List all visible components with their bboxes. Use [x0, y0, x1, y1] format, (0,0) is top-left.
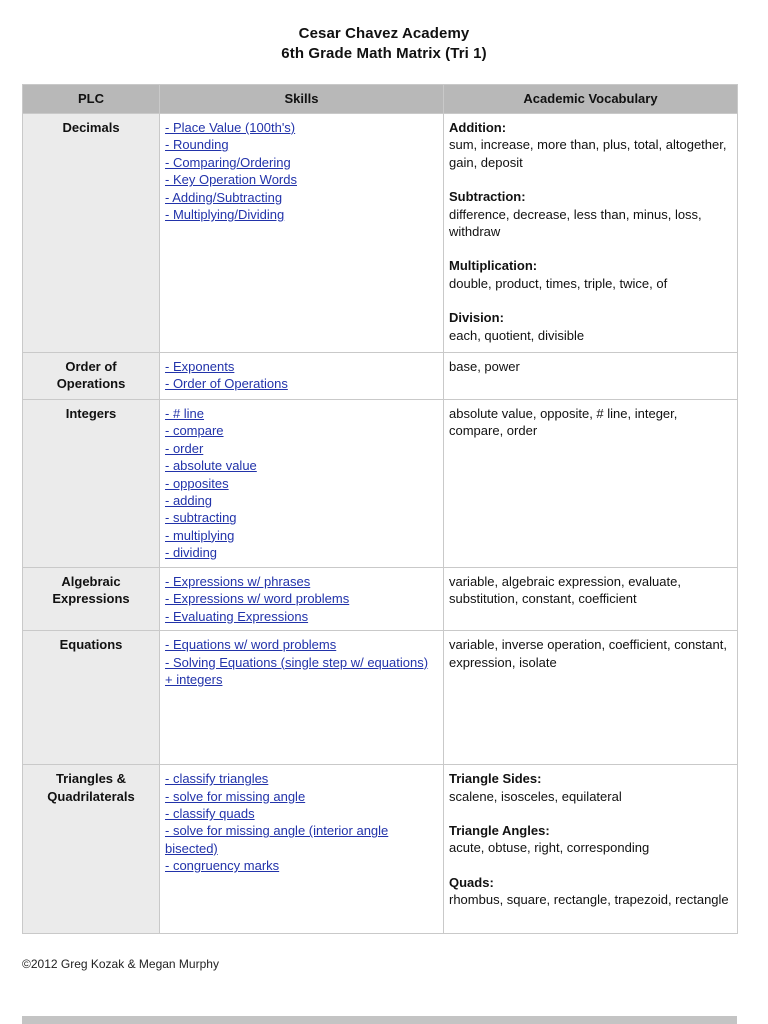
plc-label: Quadrilaterals [47, 788, 135, 804]
skill-link[interactable]: - opposites [165, 475, 229, 491]
vocab-heading: Addition: [449, 120, 507, 135]
vocab-cell [444, 400, 738, 568]
skill-link[interactable]: - subtracting [165, 510, 237, 526]
skills-cell [160, 114, 444, 353]
vocab-terms: rhombus, square, rectangle, trapezoid, rectangle [449, 892, 729, 908]
plc-cell [23, 353, 160, 400]
plc-cell [23, 568, 160, 631]
vocab-group [449, 358, 732, 375]
vocab-column-header: Academic Vocabulary [444, 85, 738, 114]
skill-link[interactable]: - Rounding [165, 137, 229, 153]
skill-link[interactable]: - # line [165, 406, 205, 421]
skills-cell [160, 765, 444, 934]
skill-link[interactable]: - Equations w/ word problems [165, 637, 337, 653]
vocab-terms: base, power [449, 359, 520, 374]
vocab-terms: double, product, times, triple, twice, of [449, 275, 668, 291]
plc-label: Order of [65, 359, 117, 374]
vocab-group [449, 874, 732, 909]
skill-link[interactable]: - absolute value [165, 458, 257, 474]
vocab-cell [444, 114, 738, 353]
vocab-cell [444, 631, 738, 765]
skill-link[interactable]: - Place Value (100th's) [165, 120, 296, 135]
skill-link[interactable]: - solve for missing angle (interior angle bisected) [165, 823, 389, 856]
skill-link[interactable]: - Expressions w/ word problems [165, 591, 350, 607]
table-row-equations [23, 631, 738, 765]
copyright-notice: ©2012 Greg Kozak & Megan Murphy [22, 957, 219, 971]
plc-cell [23, 114, 160, 353]
vocab-terms: acute, obtuse, right, corresponding [449, 840, 650, 856]
vocab-group [449, 309, 732, 344]
table-row-integers [23, 400, 738, 568]
skill-link[interactable]: - classify triangles [165, 771, 269, 787]
vocab-group [449, 636, 732, 671]
vocab-group [449, 188, 732, 240]
skill-link[interactable]: - congruency marks [165, 858, 280, 874]
skill-link[interactable]: - Expressions w/ phrases [165, 574, 311, 589]
table-row-order-of-operations [23, 353, 738, 400]
skill-link[interactable]: - solve for missing angle [165, 788, 306, 804]
table-row-algebraic-expressions [23, 568, 738, 631]
vocab-terms: variable, inverse operation, coefficient, constant, expression, isolate [449, 637, 727, 670]
vocab-group [449, 119, 732, 171]
vocab-group [449, 770, 732, 805]
vocab-cell [444, 765, 738, 934]
document-title [0, 24, 768, 64]
plc-cell [23, 400, 160, 568]
plc-label: Expressions [52, 591, 130, 607]
vocab-terms: scalene, isosceles, equilateral [449, 788, 622, 804]
skills-cell [160, 631, 444, 765]
vocab-heading: Triangle Angles: [449, 823, 550, 839]
skill-link[interactable]: - adding [165, 493, 212, 509]
vocab-group [449, 573, 732, 608]
vocab-terms: variable, algebraic expression, evaluate, substitution, constant, coefficient [449, 574, 681, 607]
vocab-terms: difference, decrease, less than, minus, loss, withdraw [449, 206, 702, 240]
vocab-cell [444, 568, 738, 631]
skill-link[interactable]: - Multiplying/Dividing [165, 207, 285, 223]
vocab-terms: each, quotient, divisible [449, 327, 585, 343]
skills-column-header: Skills [160, 85, 444, 114]
table-header-row [23, 85, 738, 114]
table-body [23, 114, 738, 934]
skill-link[interactable]: - dividing [165, 545, 218, 561]
vocab-cell [444, 353, 738, 400]
plc-label: Integers [65, 406, 117, 421]
plc-column-header: PLC [23, 85, 160, 114]
vocab-heading: Multiplication: [449, 258, 538, 274]
matrix-title: 6th Grade Math Matrix (Tri 1) [281, 45, 487, 62]
plc-label: Triangles & [55, 771, 127, 787]
vocab-terms: sum, increase, more than, plus, total, altogether, gain, deposit [449, 137, 727, 170]
plc-label: Equations [59, 637, 123, 653]
plc-label: Decimals [62, 120, 120, 135]
vocab-group [449, 405, 732, 440]
school-name: Cesar Chavez Academy [298, 25, 470, 42]
skills-cell [160, 568, 444, 631]
plc-label: Operations [56, 376, 126, 392]
skills-cell [160, 353, 444, 400]
vocab-group [449, 257, 732, 292]
vocab-heading: Subtraction: [449, 189, 526, 205]
skill-link[interactable]: - multiplying [165, 527, 235, 543]
vocab-heading: Triangle Sides: [449, 771, 542, 787]
plc-label: Algebraic [61, 574, 121, 589]
table-row-decimals [23, 114, 738, 353]
vocab-heading: Division: [449, 310, 504, 326]
vocab-group [449, 822, 732, 857]
math-matrix-table [22, 84, 738, 934]
skill-link[interactable]: - order [165, 440, 204, 456]
skill-link[interactable]: - Adding/Subtracting [165, 189, 283, 205]
skill-link[interactable]: - Exponents [165, 359, 235, 374]
skill-link[interactable]: - Key Operation Words [165, 172, 297, 188]
table-row-triangles-quadrilaterals [23, 765, 738, 934]
vocab-terms: absolute value, opposite, # line, integer, compare, order [449, 406, 678, 439]
skills-cell [160, 400, 444, 568]
plc-cell [23, 765, 160, 934]
vocab-heading: Quads: [449, 874, 494, 890]
skill-link[interactable]: - Evaluating Expressions [165, 608, 309, 624]
skill-link[interactable]: - compare [165, 423, 224, 439]
skill-link[interactable]: - classify quads [165, 806, 255, 822]
skill-link[interactable]: - Comparing/Ordering [165, 154, 291, 170]
page-bottom-bar [22, 1016, 737, 1024]
skill-link[interactable]: - Solving Equations (single step w/ equations) + integers [165, 654, 429, 688]
skill-link[interactable]: - Order of Operations [165, 376, 288, 392]
plc-cell [23, 631, 160, 765]
